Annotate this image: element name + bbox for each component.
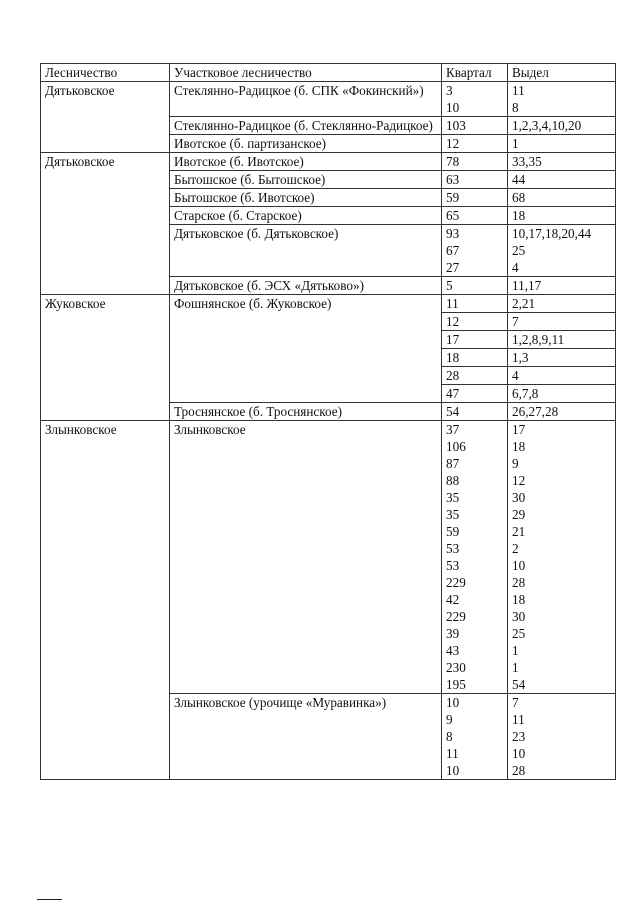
district-cell: Бытошское (б. Ивотское) (170, 189, 442, 207)
kvartal-cell (442, 295, 508, 313)
kvartal-value: 88 (446, 473, 460, 488)
kvartal-value: 35 (446, 507, 460, 522)
kvartal-value: 10 (446, 763, 460, 778)
header-forestry: Лесничество (41, 64, 170, 82)
vydel-value: 7 (512, 695, 519, 710)
vydel-value: 1,2,3,4,10,20 (512, 118, 582, 133)
kvartal-value: 43 (446, 643, 460, 658)
vydel-value: 21 (512, 524, 526, 539)
kvartal-cell (442, 331, 508, 349)
vydel-value: 11 (512, 712, 525, 727)
kvartal-cell (442, 117, 508, 135)
district-cell: Ивотское (б. партизанское) (170, 135, 442, 153)
kvartal-cell (442, 349, 508, 367)
vydel-cell (508, 421, 616, 694)
kvartal-value: 67 (446, 243, 460, 258)
vydel-value: 10 (512, 558, 526, 573)
district-cell: Фошнянское (б. Жуковское) (170, 295, 442, 403)
kvartal-value: 47 (446, 386, 460, 401)
vydel-value: 18 (512, 208, 526, 223)
vydel-value: 28 (512, 575, 526, 590)
vydel-cell (508, 313, 616, 331)
kvartal-value: 11 (446, 296, 459, 311)
vydel-cell (508, 349, 616, 367)
vydel-value: 29 (512, 507, 526, 522)
kvartal-cell (442, 403, 508, 421)
kvartal-value: 11 (446, 746, 459, 761)
kvartal-value: 10 (446, 100, 460, 115)
kvartal-cell (442, 135, 508, 153)
header-kvartal: Квартал (442, 64, 508, 82)
forestry-cell: Дятьковское (41, 153, 170, 295)
kvartal-value: 106 (446, 439, 466, 454)
vydel-value: 1 (512, 660, 519, 675)
district-cell: Ивотское (б. Ивотское) (170, 153, 442, 171)
vydel-value: 7 (512, 314, 519, 329)
vydel-cell (508, 207, 616, 225)
district-cell: Дятьковское (б. Дятьковское) (170, 225, 442, 277)
kvartal-value: 230 (446, 660, 466, 675)
vydel-value: 10 (512, 746, 526, 761)
vydel-cell (508, 403, 616, 421)
vydel-value: 11,17 (512, 278, 542, 293)
kvartal-cell (442, 421, 508, 694)
kvartal-value: 59 (446, 190, 460, 205)
forestry-table (40, 63, 616, 780)
header-vydel: Выдел (508, 64, 616, 82)
kvartal-cell (442, 385, 508, 403)
kvartal-cell (442, 367, 508, 385)
vydel-value: 33,35 (512, 154, 542, 169)
header-row (41, 64, 616, 82)
kvartal-value: 37 (446, 422, 460, 437)
kvartal-cell (442, 153, 508, 171)
district-cell: Троснянское (б. Троснянское) (170, 403, 442, 421)
kvartal-value: 10 (446, 695, 460, 710)
district-cell: Стеклянно-Радицкое (б. СПК «Фокинский») (170, 82, 442, 117)
vydel-value: 54 (512, 677, 526, 692)
vydel-cell (508, 277, 616, 295)
kvartal-value: 65 (446, 208, 460, 223)
kvartal-value: 28 (446, 368, 460, 383)
kvartal-cell (442, 277, 508, 295)
vydel-value: 4 (512, 260, 519, 275)
district-cell: Бытошское (б. Бытошское) (170, 171, 442, 189)
vydel-value: 6,7,8 (512, 386, 539, 401)
vydel-value: 10,17,18,20,44 (512, 226, 592, 241)
table-row (41, 421, 616, 694)
vydel-value: 25 (512, 626, 526, 641)
vydel-value: 28 (512, 763, 526, 778)
footnote-dash (37, 899, 62, 900)
vydel-cell (508, 82, 616, 117)
kvartal-cell (442, 189, 508, 207)
forestry-cell: Дятьковское (41, 82, 170, 153)
kvartal-value: 39 (446, 626, 460, 641)
vydel-value: 68 (512, 190, 526, 205)
vydel-cell (508, 117, 616, 135)
kvartal-value: 18 (446, 350, 460, 365)
kvartal-cell (442, 171, 508, 189)
kvartal-value: 12 (446, 314, 460, 329)
forestry-cell: Жуковское (41, 295, 170, 421)
vydel-value: 1,2,8,9,11 (512, 332, 565, 347)
kvartal-value: 42 (446, 592, 460, 607)
district-cell: Старское (б. Старское) (170, 207, 442, 225)
kvartal-value: 103 (446, 118, 466, 133)
vydel-value: 44 (512, 172, 526, 187)
vydel-value: 2,21 (512, 296, 536, 311)
kvartal-value: 27 (446, 260, 460, 275)
kvartal-value: 78 (446, 154, 460, 169)
district-cell: Стеклянно-Радицкое (б. Стеклянно-Радицкое) (170, 117, 442, 135)
kvartal-cell (442, 82, 508, 117)
vydel-value: 30 (512, 490, 526, 505)
vydel-value: 1,3 (512, 350, 529, 365)
kvartal-value: 8 (446, 729, 453, 744)
kvartal-value: 195 (446, 677, 466, 692)
kvartal-value: 17 (446, 332, 460, 347)
kvartal-value: 229 (446, 575, 466, 590)
district-cell: Злынковское (урочище «Муравинка») (170, 694, 442, 780)
kvartal-value: 3 (446, 83, 453, 98)
vydel-value: 11 (512, 83, 525, 98)
vydel-cell (508, 694, 616, 780)
vydel-cell (508, 135, 616, 153)
kvartal-cell (442, 225, 508, 277)
vydel-value: 23 (512, 729, 526, 744)
vydel-value: 2 (512, 541, 519, 556)
vydel-value: 1 (512, 643, 519, 658)
vydel-cell (508, 295, 616, 313)
vydel-cell (508, 153, 616, 171)
vydel-cell (508, 171, 616, 189)
vydel-value: 18 (512, 439, 526, 454)
kvartal-value: 35 (446, 490, 460, 505)
kvartal-value: 87 (446, 456, 460, 471)
table-row (41, 295, 616, 313)
vydel-value: 4 (512, 368, 519, 383)
header-district: Участковое лесничество (170, 64, 442, 82)
vydel-cell (508, 225, 616, 277)
district-cell: Злынковское (170, 421, 442, 694)
vydel-cell (508, 367, 616, 385)
vydel-value: 8 (512, 100, 519, 115)
vydel-value: 25 (512, 243, 526, 258)
kvartal-value: 63 (446, 172, 460, 187)
kvartal-cell (442, 207, 508, 225)
table-row (41, 82, 616, 117)
vydel-cell (508, 189, 616, 207)
kvartal-cell (442, 694, 508, 780)
vydel-value: 26,27,28 (512, 404, 559, 419)
vydel-value: 12 (512, 473, 526, 488)
vydel-cell (508, 331, 616, 349)
vydel-cell (508, 385, 616, 403)
vydel-value: 17 (512, 422, 526, 437)
kvartal-value: 5 (446, 278, 453, 293)
kvartal-value: 53 (446, 541, 460, 556)
kvartal-value: 59 (446, 524, 460, 539)
forestry-cell: Злынковское (41, 421, 170, 780)
district-cell: Дятьковское (б. ЭСХ «Дятьково») (170, 277, 442, 295)
kvartal-value: 53 (446, 558, 460, 573)
vydel-value: 9 (512, 456, 519, 471)
kvartal-value: 12 (446, 136, 460, 151)
kvartal-value: 93 (446, 226, 460, 241)
table-row (41, 153, 616, 171)
vydel-value: 18 (512, 592, 526, 607)
kvartal-value: 54 (446, 404, 460, 419)
kvartal-value: 229 (446, 609, 466, 624)
kvartal-value: 9 (446, 712, 453, 727)
vydel-value: 1 (512, 136, 519, 151)
vydel-value: 30 (512, 609, 526, 624)
kvartal-cell (442, 313, 508, 331)
